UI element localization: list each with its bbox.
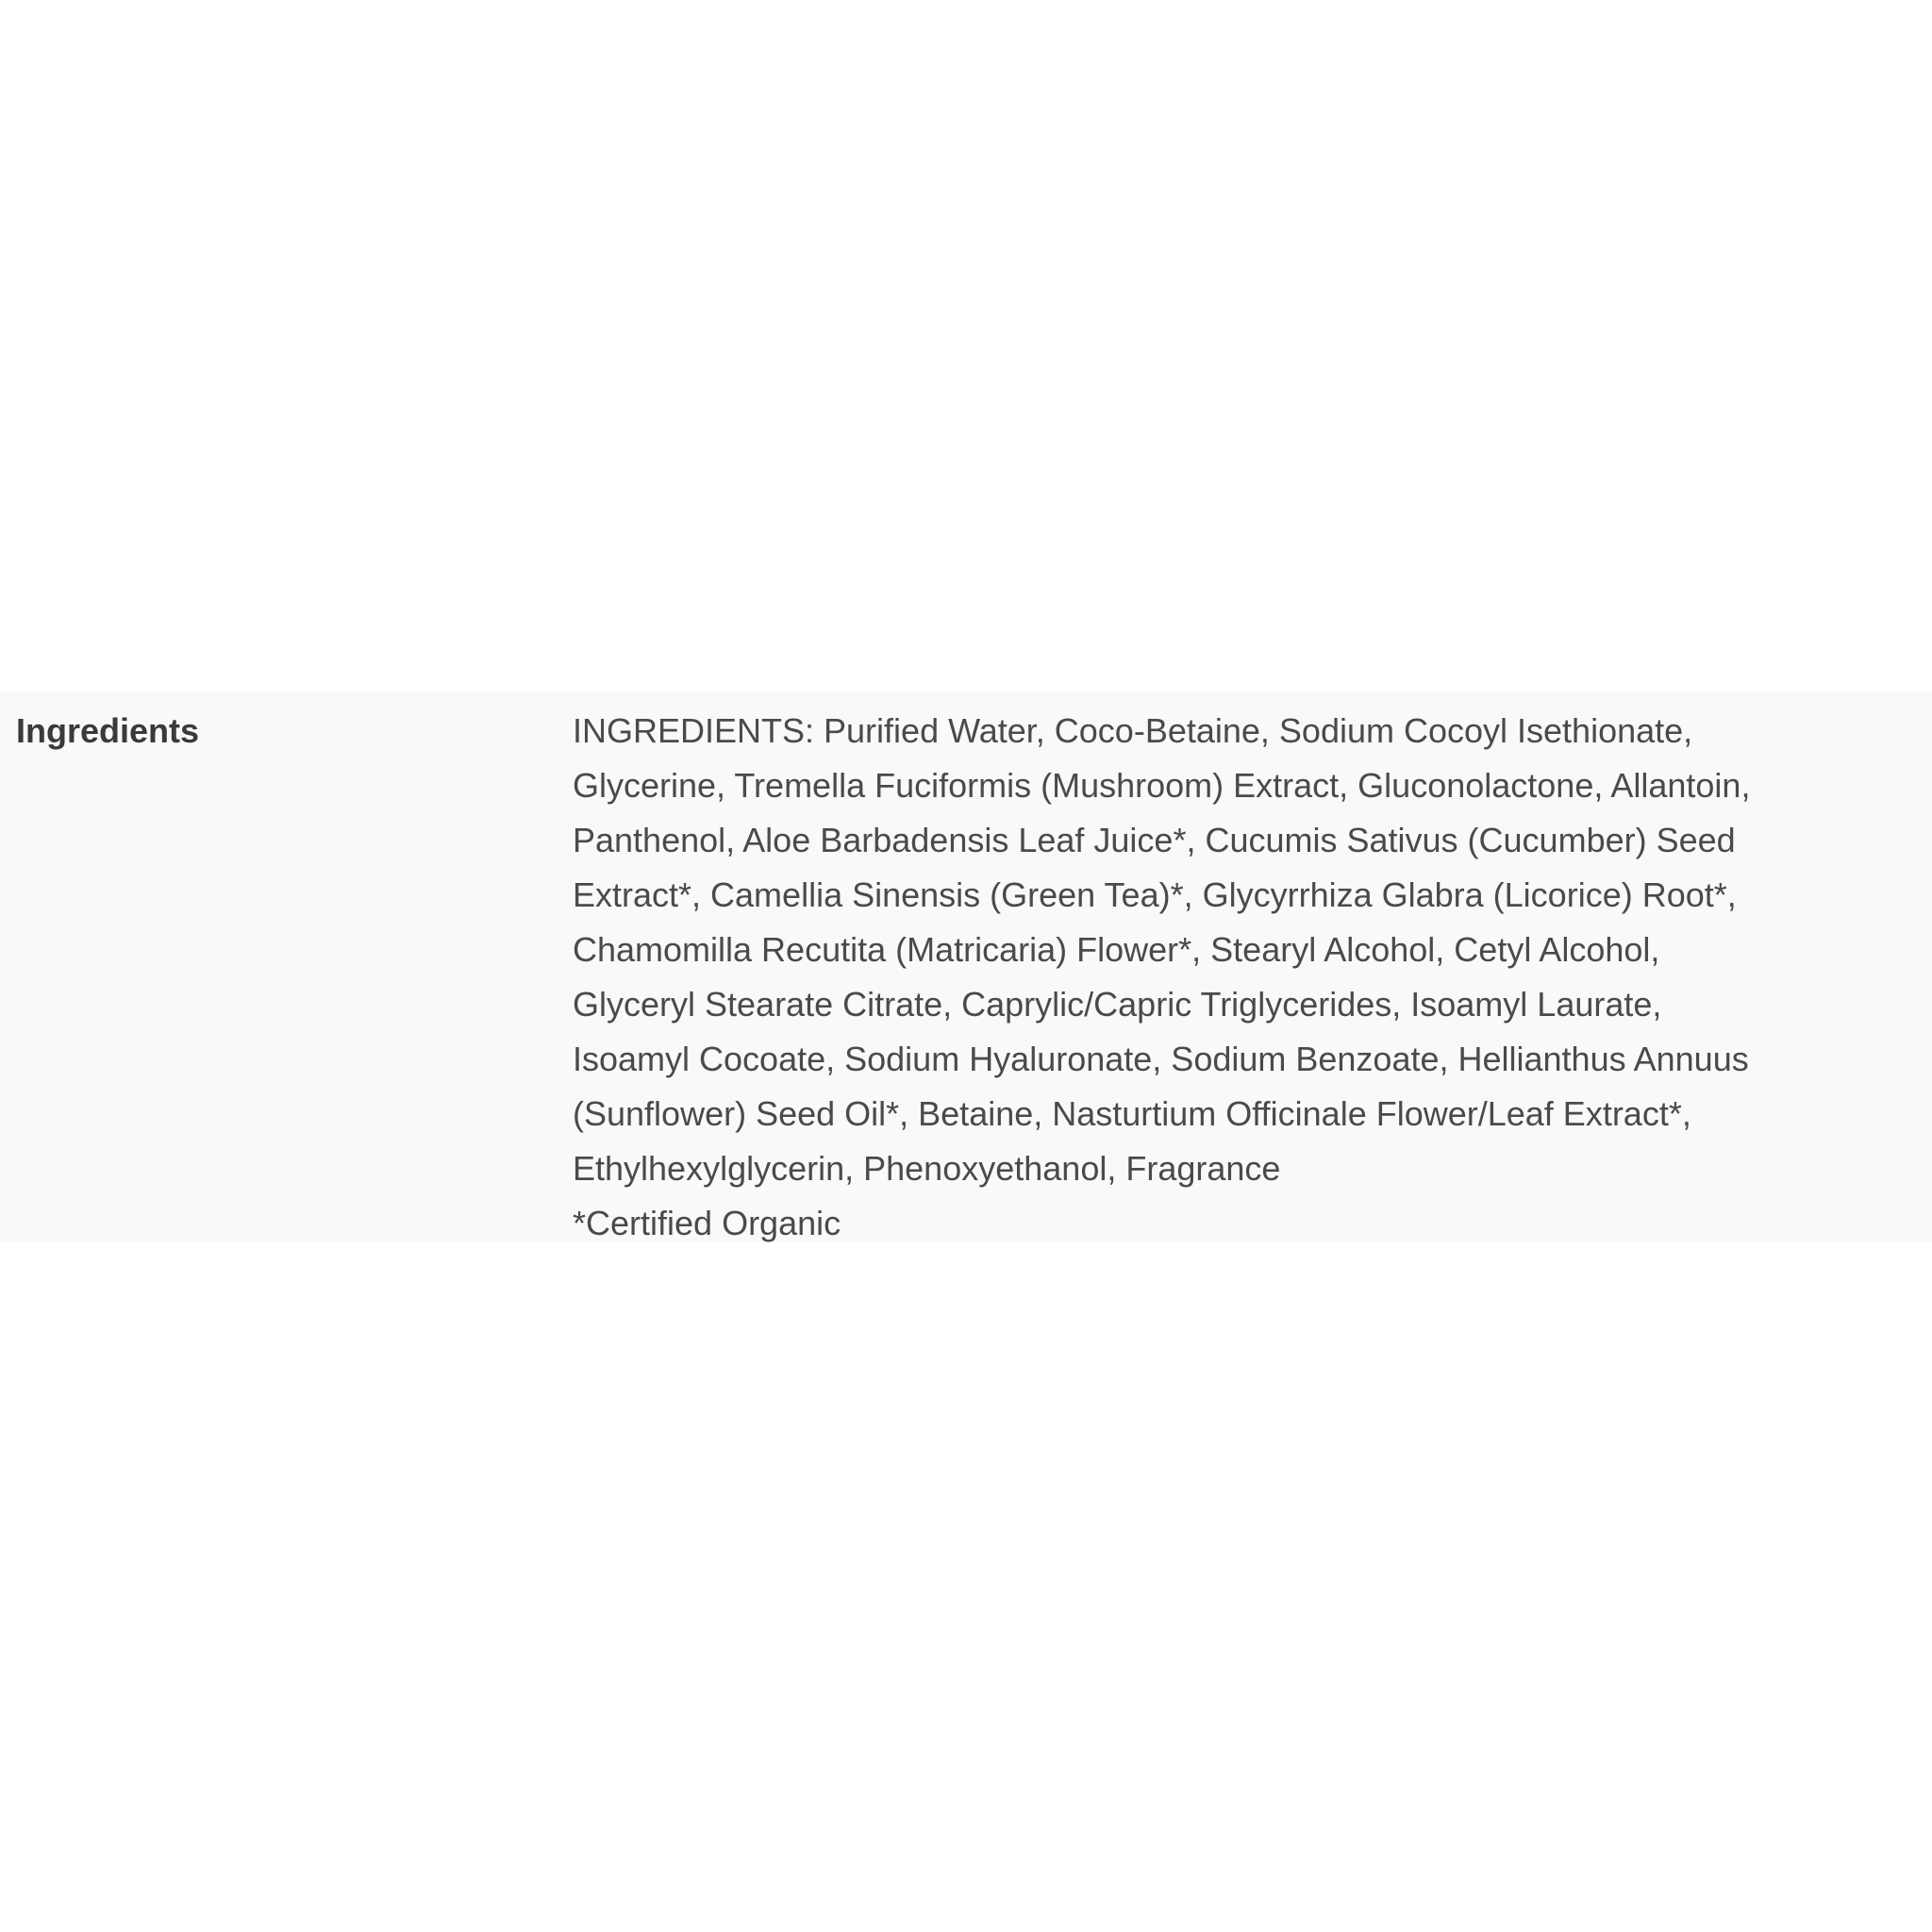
- ingredients-line: Glycerine, Tremella Fuciformis (Mushroom) Extract, Gluconolactone, Allantoin,: [573, 766, 1751, 805]
- ingredients-row: [0, 692, 1932, 1241]
- ingredients-line: Panthenol, Aloe Barbadensis Leaf Juice*, Cucumis Sativus (Cucumber) Seed: [573, 821, 1736, 859]
- ingredients-line: INGREDIENTS: Purified Water, Coco-Betaine, Sodium Cocoyl Isethionate,: [573, 711, 1693, 750]
- ingredients-line: (Sunflower) Seed Oil*, Betaine, Nasturtium Officinale Flower/Leaf Extract*,: [573, 1094, 1691, 1133]
- ingredients-line: Isoamyl Cocoate, Sodium Hyaluronate, Sodium Benzoate, Hellianthus Annuus: [573, 1040, 1749, 1078]
- ingredients-line: Glyceryl Stearate Citrate, Caprylic/Capric Triglycerides, Isoamyl Laurate,: [573, 985, 1662, 1024]
- ingredients-line: Extract*, Camellia Sinensis (Green Tea)*, Glycyrrhiza Glabra (Licorice) Root*,: [573, 875, 1737, 914]
- ingredients-line: Chamomilla Recutita (Matricaria) Flower*, Stearyl Alcohol, Cetyl Alcohol,: [573, 930, 1660, 969]
- ingredients-label: Ingredients: [16, 711, 200, 750]
- ingredients-line: Ethylhexylglycerin, Phenoxyethanol, Fragrance: [573, 1149, 1281, 1188]
- certified-organic-note: *Certified Organic: [573, 1204, 841, 1242]
- ingredients-value: [573, 704, 1912, 1251]
